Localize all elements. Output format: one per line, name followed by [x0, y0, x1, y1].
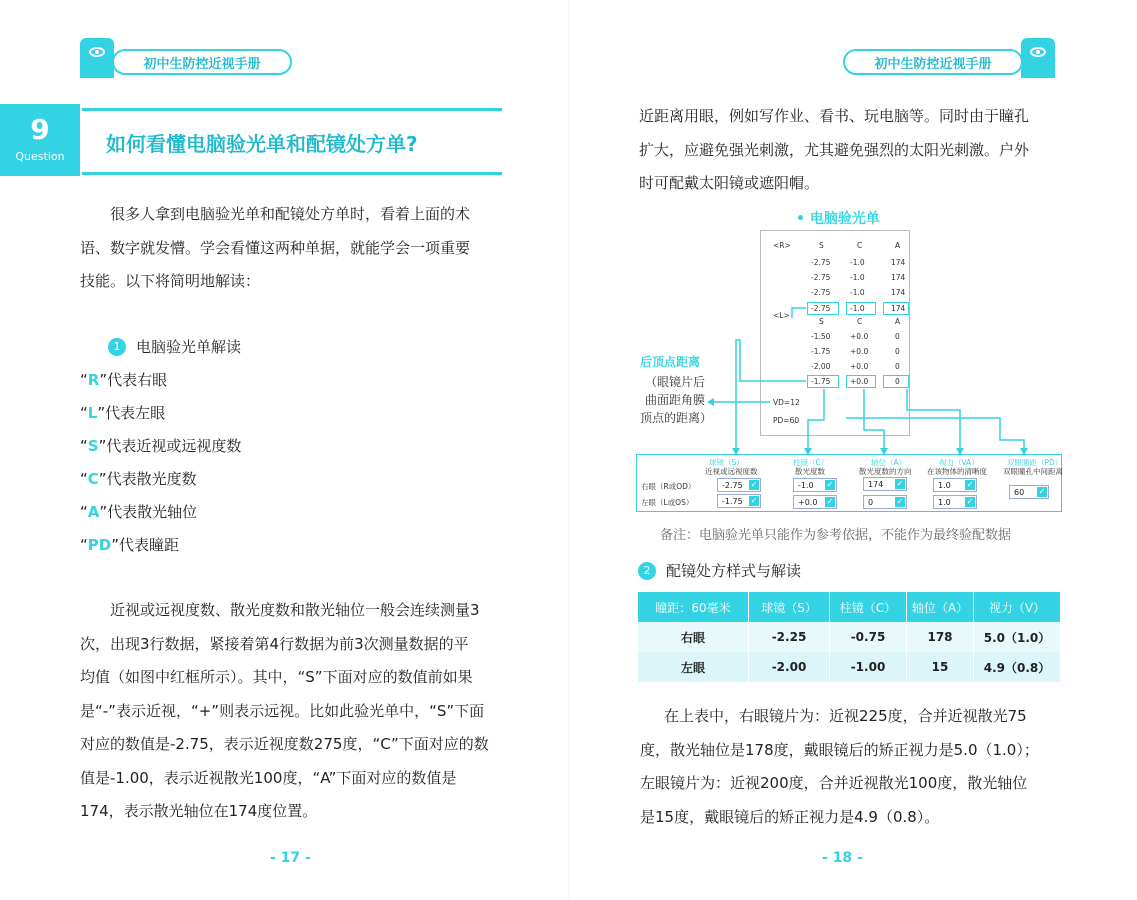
receipt-cell: 0 [895, 347, 900, 356]
vertex-distance-desc: （眼镜片后曲面距角膜顶点的距离） [640, 375, 713, 425]
section-2-title: 配镜处方样式与解读 [666, 562, 802, 580]
receipt-cell: -2.75 [811, 258, 831, 267]
receipt-col: C [857, 241, 863, 250]
table-cell: 15 [907, 652, 974, 682]
body-line: 对应的数值是-2.75，表示近视度数275度，“C”下面对应的数 [80, 735, 489, 753]
body-line: 值是-1.00，表示近视散光100度，“A”下面对应的数值是 [80, 768, 457, 787]
table-header-row [638, 592, 1061, 622]
form-header: 轴位（A） [871, 458, 907, 467]
receipt-cell: +0.0 [850, 377, 869, 386]
form-header: 视力（VA） [939, 458, 979, 467]
header-title-right: 初中生防控近视手册 [843, 49, 1023, 75]
check-icon: ✓ [896, 479, 904, 488]
table-cell: 4.9（0.8） [974, 652, 1061, 682]
definition-s: “S”代表近视或远视度数 [80, 437, 242, 455]
body-line: 是“-”表示近视，“+”则表示远视。比如此验光单中，“S”下面 [80, 701, 485, 720]
page-title: 如何看懂电脑验光单和配镜处方单? [106, 132, 418, 156]
body-line: 近视或远视度数、散光度数和散光轴位一般会连续测量3 [110, 601, 480, 619]
check-icon: ✓ [826, 480, 834, 489]
form-header: 球镜（S） [709, 458, 744, 467]
refraction-receipt [760, 230, 910, 436]
receipt-cell: -1.0 [850, 258, 865, 267]
definition-r: “R”代表右眼 [80, 371, 168, 389]
receipt-cell: -1.75 [811, 347, 831, 356]
table-cell: -1.00 [830, 652, 907, 682]
receipt-cell: -1.75 [811, 377, 831, 386]
section-2-heading [638, 560, 801, 581]
receipt-cell: 174 [891, 273, 906, 282]
form-field: 1.0 ✓ [933, 478, 977, 492]
table-header: 轴位（A） [907, 592, 974, 622]
form-field: +0.0 ✓ [793, 495, 837, 509]
receipt-l-label: <L> [773, 311, 790, 320]
receipt-cell: -2.75 [811, 288, 831, 297]
receipt-cell: +0.0 [850, 362, 869, 371]
page-number-right: - 18 - [822, 850, 863, 866]
receipt-cell: +0.0 [850, 347, 869, 356]
table-cell: 178 [907, 622, 974, 652]
table-row [638, 652, 1061, 682]
receipt-cell: -1.50 [811, 332, 831, 341]
body-paragraph [80, 594, 520, 829]
form-subheader: 近视或远视度数 [705, 467, 758, 476]
vertex-distance-label: 后顶点距离 [640, 355, 701, 369]
table-row [638, 622, 1061, 652]
left-header [80, 38, 292, 80]
check-icon: ✓ [1038, 487, 1046, 496]
table-header: 视力（V） [974, 592, 1061, 622]
form-subheader: 在该物体的清晰度 [927, 467, 987, 476]
prescription-form [636, 454, 1062, 512]
body-line: 均值（如图中红框所示）。其中，“S”下面对应的数值前如果 [80, 668, 473, 686]
table-cell: 右眼 [638, 622, 749, 652]
receipt-cell: 0 [895, 377, 900, 386]
receipt-col: S [819, 317, 824, 326]
section-2-number: 2 [638, 562, 656, 580]
receipt-cell: 174 [891, 288, 906, 297]
receipt-title: • 电脑验光单 [796, 211, 880, 227]
form-field: -1.75 ✓ [717, 494, 761, 508]
question-label: Question [15, 150, 65, 163]
receipt-col: A [895, 317, 901, 326]
body-line: 次，出现3行数据，紧接着第4行数据为前3次测量数据的平 [80, 634, 469, 653]
intro-line: 扩大，应避免强光刺激，尤其避免强烈的太阳光刺激。户外 [639, 140, 1030, 159]
intro-line: 语、数字就发懵。学会看懂这两种单据，就能学会一项重要 [80, 238, 471, 257]
intro-line: 近距离用眼，例如写作业、看书、玩电脑等。同时由于瞳孔 [639, 107, 1030, 125]
receipt-cell: -2.75 [811, 304, 831, 313]
body-line: 174，表示散光轴位在174度位置。 [80, 802, 318, 820]
check-icon: ✓ [826, 497, 834, 506]
question-badge [0, 104, 80, 176]
eye-icon [89, 47, 105, 57]
intro-paragraph [80, 198, 510, 299]
definition-pd: “PD”代表瞳距 [80, 536, 180, 554]
receipt-cell: -2.75 [811, 273, 831, 282]
table-cell: -2.00 [749, 652, 830, 682]
intro-line: 很多人拿到电脑验光单和配镜处方单时，看着上面的术 [110, 205, 471, 223]
eye-tab-right [1021, 38, 1055, 78]
receipt-cell: 174 [891, 304, 906, 313]
body-line: 度，散光轴位是178度，戴眼镜后的矫正视力是5.0（1.0）； [640, 740, 1039, 759]
receipt-col: C [857, 317, 863, 326]
eye-icon [1030, 47, 1046, 57]
right-header [843, 38, 1055, 80]
definition-a: “A”代表散光轴位 [80, 503, 198, 521]
receipt-r-label: <R> [773, 241, 791, 250]
right-intro [639, 100, 1079, 201]
receipt-note: 备注：电脑验光单只能作为参考依据，不能作为最终验配数据 [660, 528, 1012, 543]
header-title: 初中生防控近视手册 [112, 49, 292, 75]
section-1-title: 电脑验光单解读 [136, 338, 242, 356]
check-icon: ✓ [966, 497, 974, 506]
table-cell: 5.0（1.0） [974, 622, 1061, 652]
prescription-table [638, 592, 1061, 682]
form-field: -2.75 ✓ [717, 478, 761, 492]
form-row-label: 左眼（L或OS） [641, 498, 694, 507]
right-body [640, 700, 1080, 834]
receipt-vd: VD=12 [773, 398, 800, 407]
receipt-cell: -1.0 [850, 288, 865, 297]
table-cell: -2.25 [749, 622, 830, 652]
section-1-number: 1 [108, 338, 126, 356]
receipt-cell: 174 [891, 258, 906, 267]
body-line: 在上表中，右眼镜片为：近视225度，合并近视散光75 [664, 707, 1027, 725]
receipt-cell: +0.0 [850, 332, 869, 341]
receipt-cell: -1.0 [850, 273, 865, 282]
table-header: 瞳距：60毫米 [638, 592, 749, 622]
definition-c: “C”代表散光度数 [80, 470, 197, 488]
form-subheader: 散光度数 [795, 467, 825, 476]
receipt-cell: 0 [895, 362, 900, 371]
check-icon: ✓ [966, 480, 974, 489]
receipt-cell: -1.0 [850, 304, 865, 313]
receipt-cell: -2.00 [811, 362, 831, 371]
title-rule-top [82, 108, 502, 111]
table-header: 柱镜（C） [830, 592, 907, 622]
receipt-pd: PD=60 [773, 416, 800, 425]
receipt-cell: 0 [895, 332, 900, 341]
form-field: -1.0 ✓ [793, 478, 837, 492]
title-rule-bottom [82, 172, 502, 175]
table-header: 球镜（S） [749, 592, 830, 622]
section-1-heading [108, 336, 241, 357]
form-subheader: 散光度数的方向 [859, 467, 912, 476]
table-cell: -0.75 [830, 622, 907, 652]
left-page [0, 0, 568, 900]
intro-line: 技能。以下将简明地解读： [80, 272, 261, 290]
form-field-pd: 60 ✓ [1009, 485, 1049, 499]
body-line: 左眼镜片为：近视200度，合并近视散光100度，散光轴位 [640, 774, 1028, 792]
form-header: 柱镜（C） [793, 458, 829, 467]
receipt-col: S [819, 241, 824, 250]
form-field: 0 ✓ [863, 495, 907, 509]
body-line: 是15度，戴眼镜后的矫正视力是4.9（0.8）。 [640, 807, 940, 826]
definition-l: “L”代表左眼 [80, 404, 166, 422]
form-field: 1.0 ✓ [933, 495, 977, 509]
check-icon: ✓ [750, 480, 758, 489]
table-cell: 左眼 [638, 652, 749, 682]
question-number: 9 [30, 113, 50, 146]
intro-line: 时可配戴太阳镜或遮阳帽。 [639, 174, 820, 192]
form-header: 双眼瞳距（PD） [1007, 458, 1063, 467]
form-subheader: 双眼瞳孔中间距离 [1003, 467, 1063, 476]
receipt-col: A [895, 241, 901, 250]
form-row-label: 右眼（R或OD） [641, 482, 696, 491]
page-number-left: - 17 - [270, 850, 311, 866]
check-icon: ✓ [750, 496, 758, 505]
check-icon: ✓ [896, 497, 904, 506]
form-field: 174 ✓ [863, 477, 907, 491]
eye-tab [80, 38, 114, 78]
